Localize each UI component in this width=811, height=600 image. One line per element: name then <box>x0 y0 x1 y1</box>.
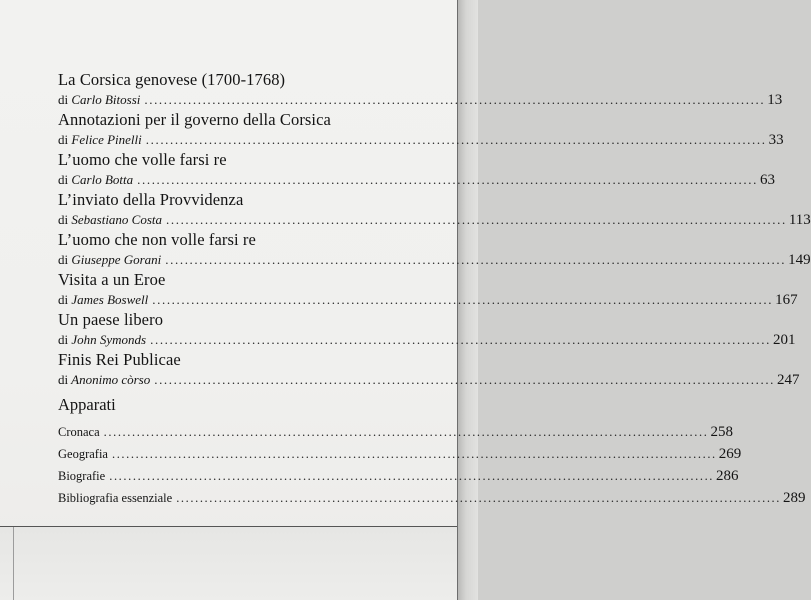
dot-leader: ................................................................................................................................ <box>111 447 717 461</box>
entry-page-number: 63 <box>759 172 775 188</box>
dot-leader: ................................................................................................................................ <box>137 172 758 187</box>
entry-page-number: 113 <box>788 212 811 228</box>
page-bottom-edge <box>0 526 458 527</box>
apparati-item <box>58 444 742 466</box>
entry-page-number: 247 <box>777 372 800 388</box>
entry-author: di Carlo Botta <box>58 172 134 187</box>
dot-leader: ................................................................................................................................ <box>144 92 766 107</box>
apparati-item <box>58 422 733 444</box>
apparati-heading: Apparati <box>58 395 116 414</box>
toc-entry <box>58 190 811 230</box>
entry-author: di Felice Pinelli <box>58 132 142 147</box>
entry-page-number: 13 <box>767 92 783 108</box>
entry-author: di Anonimo còrso <box>58 372 151 387</box>
toc-entry <box>58 150 775 190</box>
apparati-item-page: 289 <box>783 490 806 506</box>
entry-author-line <box>58 250 811 270</box>
next-page-strip <box>0 527 458 600</box>
apparati-item-page: 258 <box>710 424 733 440</box>
entry-title: L’uomo che non volle farsi re <box>58 230 256 249</box>
dot-leader: ................................................................................................................................ <box>103 425 709 439</box>
apparati-item-page: 286 <box>716 468 739 484</box>
apparati-item-label: Bibliografia essenziale <box>58 491 173 505</box>
entry-title: Finis Rei Publicae <box>58 350 181 369</box>
page-left-edge <box>13 527 14 600</box>
entry-page-number: 33 <box>768 132 784 148</box>
entry-title: L’inviato della Provvidenza <box>58 190 244 209</box>
dot-leader: ................................................................................................................................ <box>165 252 787 267</box>
entry-page-number: 149 <box>788 252 811 268</box>
toc-entry <box>58 110 784 150</box>
entry-author-line <box>58 330 796 350</box>
entry-title: Un paese libero <box>58 310 164 329</box>
entry-page-number: 201 <box>772 332 796 348</box>
dot-leader: ................................................................................................................................ <box>109 469 715 483</box>
dot-leader: ................................................................................................................................ <box>150 332 771 347</box>
entry-author-line <box>58 90 783 110</box>
apparati-item <box>58 488 806 510</box>
apparati-item-label: Geografia <box>58 447 108 461</box>
entry-author-line <box>58 210 811 230</box>
entry-author: di John Symonds <box>58 332 147 347</box>
apparati-item-page: 269 <box>718 446 742 462</box>
entry-author: di Sebastiano Costa <box>58 212 163 227</box>
apparati-item-label: Cronaca <box>58 425 100 439</box>
entry-author: di Carlo Bitossi <box>58 92 141 107</box>
entry-title: Visita a un Eroe <box>58 270 166 289</box>
dot-leader: ................................................................................................................................ <box>145 132 767 147</box>
entry-author: di Giuseppe Gorani <box>58 252 162 267</box>
toc-entry <box>58 70 783 110</box>
toc-entry <box>58 310 796 350</box>
toc-entry <box>58 230 811 270</box>
entry-author: di James Boswell <box>58 292 149 307</box>
entry-author-line <box>58 170 775 190</box>
entry-page-number: 167 <box>775 292 798 308</box>
apparati-item <box>58 466 739 488</box>
entry-title: Annotazioni per il governo della Corsica <box>58 110 331 129</box>
dot-leader: ................................................................................................................................ <box>152 292 774 307</box>
toc-entry <box>58 270 798 310</box>
dot-leader: ................................................................................................................................ <box>166 212 787 227</box>
entry-author-line <box>58 370 800 390</box>
dot-leader: ................................................................................................................................ <box>176 491 782 505</box>
toc-entry <box>58 350 800 390</box>
entry-author-line <box>58 290 798 310</box>
entry-title: La Corsica genovese (1700-1768) <box>58 70 286 89</box>
apparati-item-label: Biografie <box>58 469 106 483</box>
entry-author-line <box>58 130 784 150</box>
table-of-contents <box>58 70 811 510</box>
entry-title: L’uomo che volle farsi re <box>58 150 227 169</box>
dot-leader: ................................................................................................................................ <box>154 372 776 387</box>
